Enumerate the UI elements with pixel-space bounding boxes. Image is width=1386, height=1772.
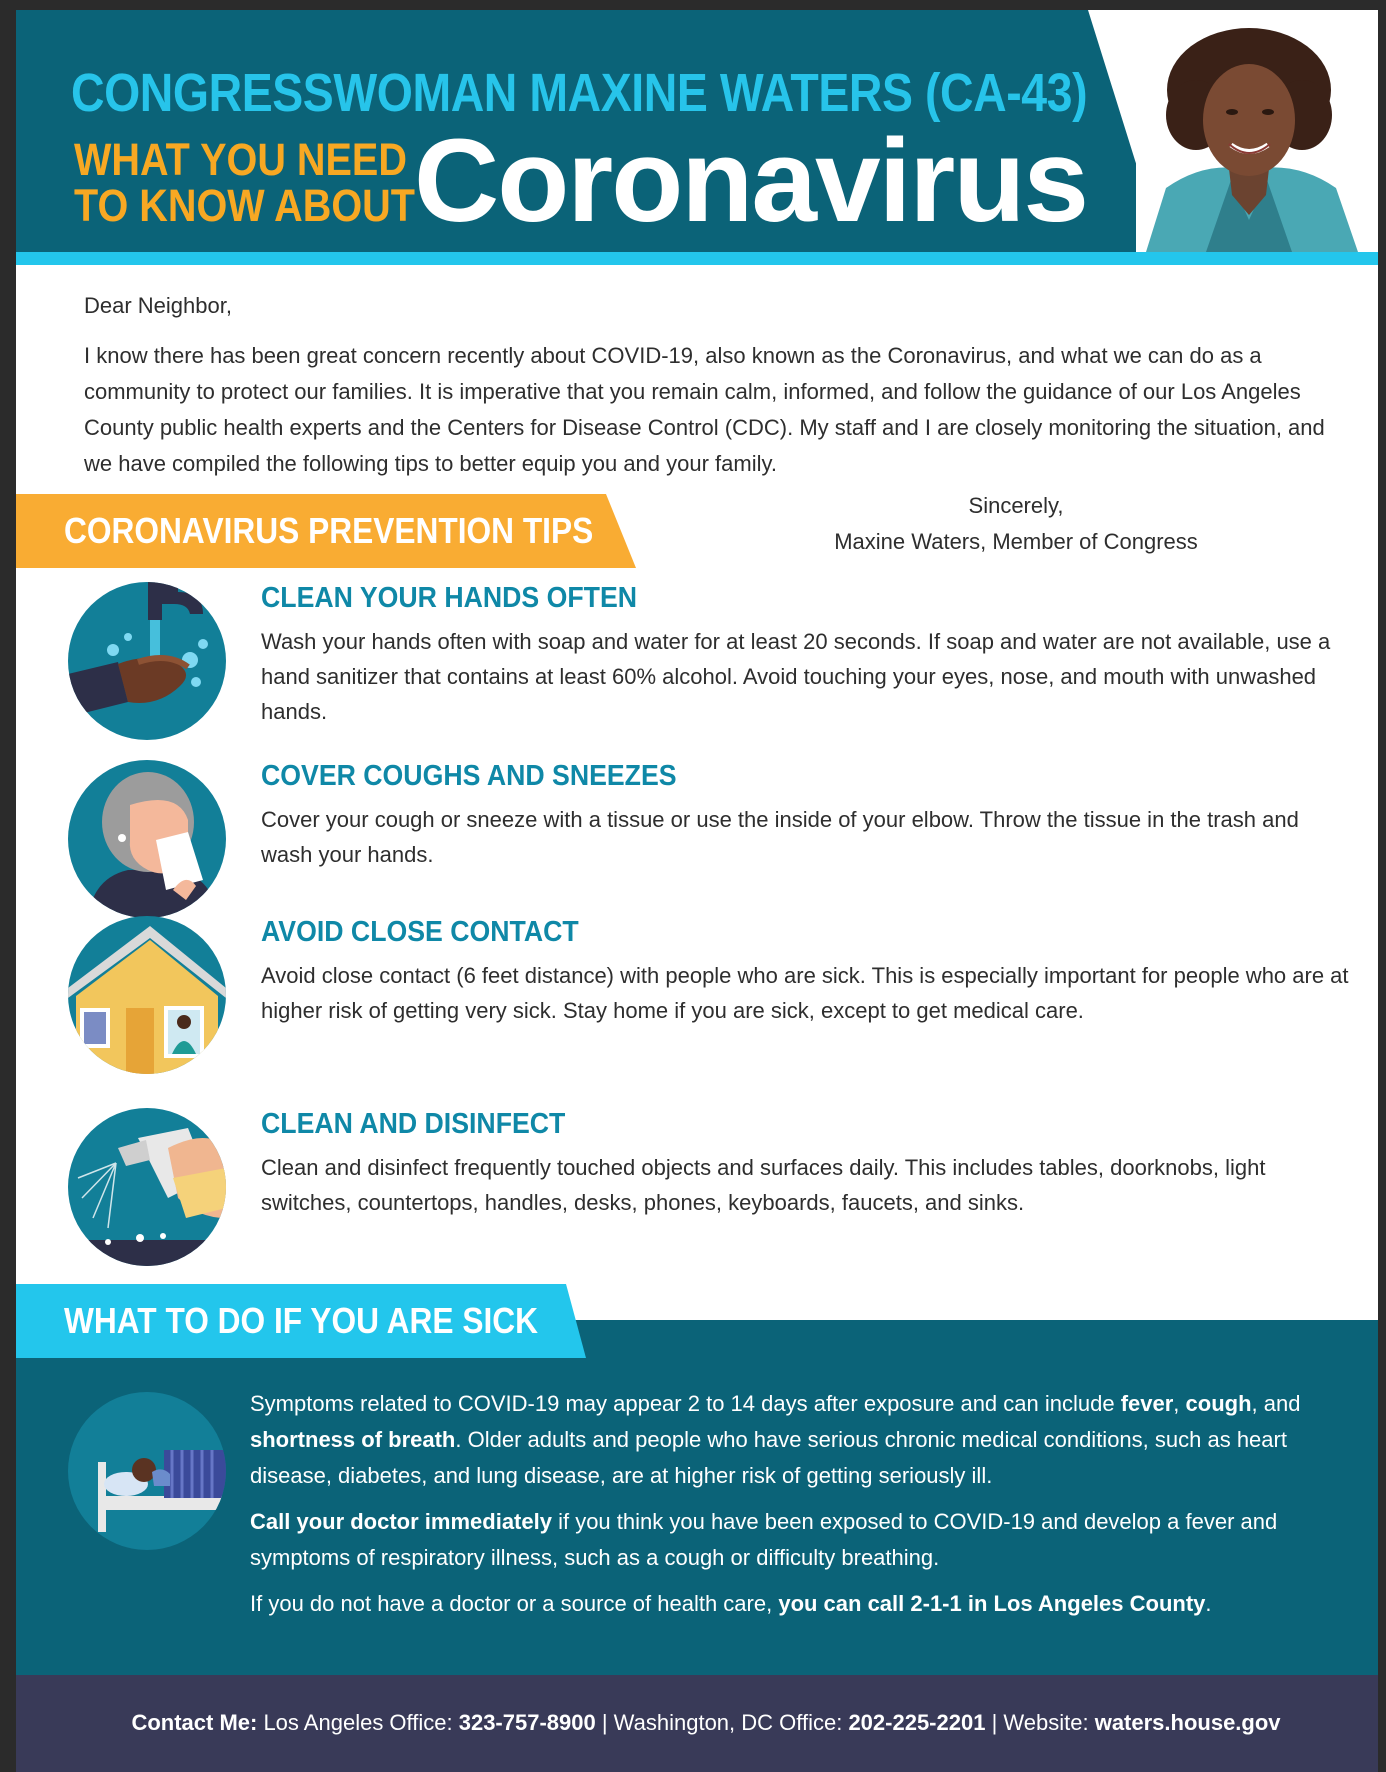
sick-in-bed-icon (68, 1392, 226, 1550)
contact-line (56, 1710, 1356, 1736)
tip-body: Avoid close contact (6 feet distance) with people who are sick. This is especially important for people who are at higher risk of getting very sick. Stay home if you are sick, except to get medical care. (261, 963, 1349, 1023)
tip-title: CLEAN YOUR HANDS OFTEN (261, 582, 638, 614)
sign-off: Sincerely, (968, 493, 1064, 518)
symptom-fever: fever (1120, 1391, 1174, 1416)
prevention-tips-banner (16, 494, 636, 568)
tip-body: Cover your cough or sneeze with a tissue or use the inside of your elbow. Throw the tissue in the trash and wash your hands. (261, 807, 1299, 867)
need-line-1: WHAT YOU NEED (74, 134, 407, 185)
symptoms-sep-2: , and (1251, 1391, 1301, 1416)
header-accent-bar (16, 252, 1378, 265)
call-211-emphasis: you can call 2-1-1 in Los Angeles County (778, 1591, 1206, 1616)
symptoms-sep-1: , (1173, 1391, 1186, 1416)
congresswoman-title: CONGRESSWOMAN MAXINE WATERS (CA-43) (71, 63, 1088, 123)
prevention-tips-heading: CORONAVIRUS PREVENTION TIPS (64, 510, 594, 551)
spray-bottle-icon (68, 1108, 226, 1266)
dc-office-phone[interactable]: 202-225-2201 (848, 1710, 986, 1735)
call-doctor-text: if you think you have been exposed to COVID-19 and develop a fever and symptoms of respiratory illness, such as a cough or difficulty breathing. (250, 1509, 1278, 1570)
dc-office-label: | Washington, DC Office: (595, 1710, 849, 1735)
sick-text (250, 1386, 1360, 1632)
symptoms-paragraph (250, 1386, 1360, 1494)
header (16, 10, 1378, 264)
handwashing-icon (68, 582, 226, 740)
tip-title: CLEAN AND DISINFECT (261, 1108, 566, 1140)
tip-body: Clean and disinfect frequently touched objects and surfaces daily. This includes tables, doorknobs, light switches, countertops, handles, desks, phones, keyboards, faucets, and sinks. (261, 1155, 1266, 1215)
website-link[interactable]: waters.house.gov (1094, 1710, 1281, 1735)
call-doctor-emphasis: Call your doctor immediately (250, 1509, 552, 1534)
need-to-know-label (74, 134, 415, 231)
contact-label: Contact Me: (131, 1710, 258, 1735)
call-211-end: . (1205, 1591, 1212, 1616)
call-211-text: If you do not have a doctor or a source of health care, (250, 1591, 779, 1616)
need-line-2: TO KNOW ABOUT (74, 180, 415, 231)
website-label: | Website: (985, 1710, 1095, 1735)
sneeze-tissue-icon (68, 760, 226, 918)
symptoms-text: Symptoms related to COVID-19 may appear 2 to 14 days after exposure and can include (250, 1391, 1121, 1416)
call-211-paragraph (250, 1586, 1360, 1622)
symptom-shortness-of-breath: shortness of breath (250, 1427, 456, 1452)
tip-body: Wash your hands often with soap and water for at least 20 seconds. If soap and water are not available, use a hand sanitizer that contains at least 60% alcohol. Avoid touching your eyes, nose, and mouth with unwashed hands. (261, 629, 1331, 724)
symptoms-risk-text: . Older adults and people who have serious chronic medical conditions, such as heart disease, diabetes, and lung disease, are at higher risk of getting seriously ill. (250, 1427, 1287, 1488)
headline: Coronavirus (414, 115, 1088, 247)
house-icon (68, 916, 226, 1074)
sick-heading: WHAT TO DO IF YOU ARE SICK (64, 1300, 539, 1341)
la-office-label: Los Angeles Office: (257, 1710, 459, 1735)
sick-banner (16, 1284, 586, 1358)
letter-signature-block (786, 488, 1246, 560)
footer (16, 1675, 1378, 1772)
tip-title: AVOID CLOSE CONTACT (261, 916, 579, 948)
flyer-page (16, 10, 1378, 1772)
letter-greeting: Dear Neighbor, (84, 293, 232, 318)
portrait-photo (1136, 20, 1362, 252)
letter-body: I know there has been great concern recently about COVID-19, also known as the Coronavirus, and what we can do as a community to protect our families. It is imperative that you remain calm, informed, and follow the guidance of our Los Angeles County public health experts and the Centers for Disease Control (CDC). My staff and I are closely monitoring the situation, and we have compiled the following tips to better equip you and your family. (84, 343, 1325, 476)
signature: Maxine Waters, Member of Congress (834, 529, 1198, 554)
la-office-phone[interactable]: 323-757-8900 (458, 1710, 596, 1735)
tip-title: COVER COUGHS AND SNEEZES (261, 760, 677, 792)
call-doctor-paragraph (250, 1504, 1360, 1576)
symptom-cough: cough (1185, 1391, 1252, 1416)
letter (84, 288, 1354, 482)
